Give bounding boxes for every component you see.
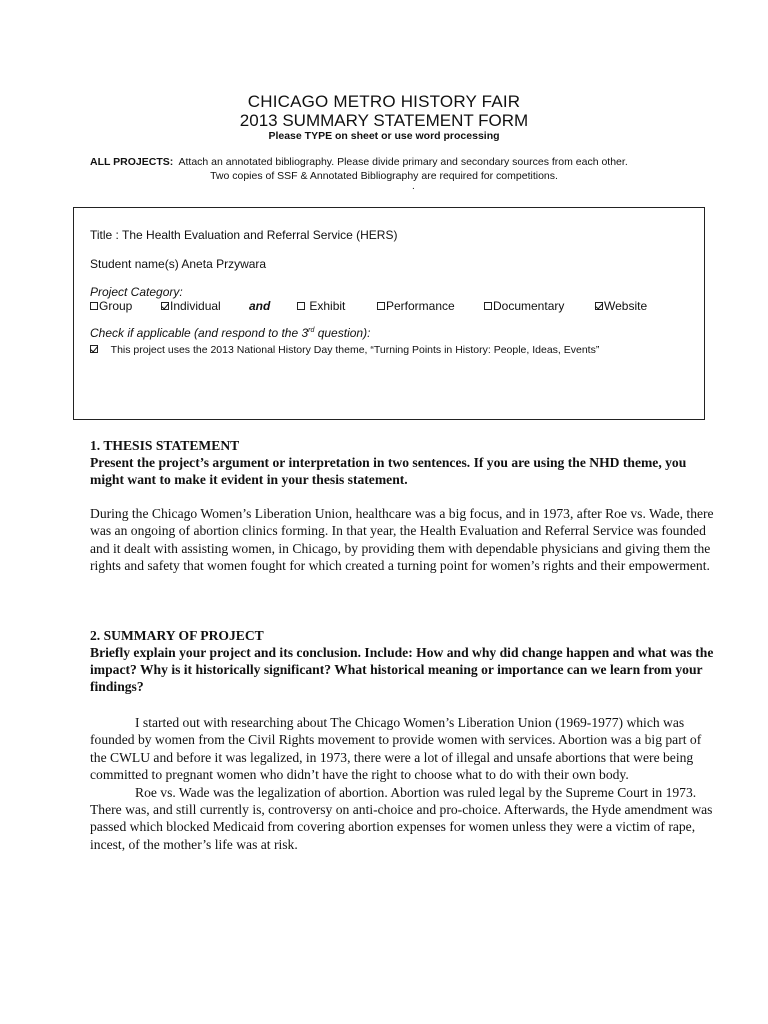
summary-paragraph-1[interactable]: I started out with researching about The Chicago Women’s Liberation Union (1969-1977) which was founded by women from the Civil Rights movement to provide women with services. Abortion was a big part of the CWLU and before it was legalized, in 1973, there were a lot of illegal and unsafe abortions that were being committed to pregnant women who didn’t have the right to choose what to do with their own body.	[90, 715, 702, 783]
all-projects-line	[90, 156, 690, 168]
thesis-section	[90, 437, 715, 575]
category-exhibit-label: Exhibit	[309, 299, 346, 313]
check-label-pre: Check if applicable (and respond to the 3	[90, 326, 309, 340]
category-documentary[interactable]	[484, 299, 564, 313]
project-category-label: Project Category:	[90, 285, 183, 299]
checkbox-unchecked-icon[interactable]	[297, 302, 305, 310]
category-documentary-label: Documentary	[493, 299, 565, 313]
checkbox-unchecked-icon[interactable]	[377, 302, 385, 310]
check-label-post: question):	[314, 326, 371, 340]
student-name-field[interactable]: Student name(s) Aneta Przywara	[90, 257, 267, 271]
all-projects-text-2: Two copies of SSF & Annotated Bibliography are required for competitions.	[210, 170, 558, 182]
nhd-theme-text: This project uses the 2013 National History Day theme, “Turning Points in History: People, Ideas, Events”	[110, 344, 600, 356]
category-individual[interactable]	[161, 299, 221, 313]
category-group[interactable]	[90, 299, 132, 313]
check-label-sup: rd	[308, 327, 315, 334]
summary-paragraph-2[interactable]: Roe vs. Wade was the legalization of abortion. Abortion was ruled legal by the Supreme Court in 1973. There was, and still currently is, controversy on anti-choice and pro-choice. Afterwards, the Hyde amendment was passed which blocked Medicaid from covering abortion expenses for women unless they were a victim of rape, incest, of the mother’s life was at risk.	[90, 784, 713, 852]
category-website[interactable]	[595, 299, 647, 313]
category-individual-label: Individual	[170, 299, 221, 313]
category-group-label: Group	[99, 299, 133, 313]
checkbox-checked-icon[interactable]	[161, 302, 169, 310]
checkbox-checked-icon[interactable]	[595, 302, 603, 310]
project-category-options	[90, 299, 690, 315]
stray-dot: .	[412, 181, 415, 192]
thesis-heading: 1. THESIS STATEMENT	[90, 438, 240, 453]
project-title-field[interactable]: Title : The Health Evaluation and Referral Service (HERS)	[90, 228, 398, 242]
form-note: Please TYPE on sheet or use word processing	[268, 130, 500, 142]
nhd-theme-row	[90, 344, 599, 356]
summary-section	[90, 627, 715, 853]
category-performance[interactable]	[377, 299, 455, 313]
checkbox-unchecked-icon[interactable]	[90, 302, 98, 310]
form-title: CHICAGO METRO HISTORY FAIR	[247, 92, 521, 111]
category-and-label: and	[249, 299, 271, 313]
form-subtitle: 2013 SUMMARY STATEMENT FORM	[239, 111, 529, 130]
check-if-applicable-label	[90, 326, 370, 340]
category-performance-label: Performance	[386, 299, 455, 313]
category-exhibit[interactable]	[297, 299, 345, 313]
summary-heading: 2. SUMMARY OF PROJECT	[90, 628, 264, 643]
category-website-label: Website	[604, 299, 648, 313]
checkbox-checked-icon[interactable]	[90, 345, 98, 353]
all-projects-label: ALL PROJECTS:	[90, 156, 174, 168]
thesis-prompt: Present the project’s argument or interpretation in two sentences. If you are using the NHD theme, you might want to make it evident in your thesis statement.	[90, 455, 687, 487]
thesis-body[interactable]: During the Chicago Women’s Liberation Union, healthcare was a big focus, and in 1973, after Roe vs. Wade, there was an ongoing of abortion clinics forming. In that year, the Health Evaluation and Referral Service was founded and it dealt with assisting women, in Chicago, by providing them with dependable physicians and giving them the rights and safety that women fought for which created a turning point for women’s rights and their empowerment.	[90, 506, 714, 574]
summary-prompt: Briefly explain your project and its conclusion. Include: How and why did change happen and what was the impact? Why is it historically significant? What historical meaning or importance can we learn from your findings?	[90, 645, 714, 694]
checkbox-unchecked-icon[interactable]	[484, 302, 492, 310]
all-projects-text: Attach an annotated bibliography. Please divide primary and secondary sources from each other.	[178, 156, 628, 168]
